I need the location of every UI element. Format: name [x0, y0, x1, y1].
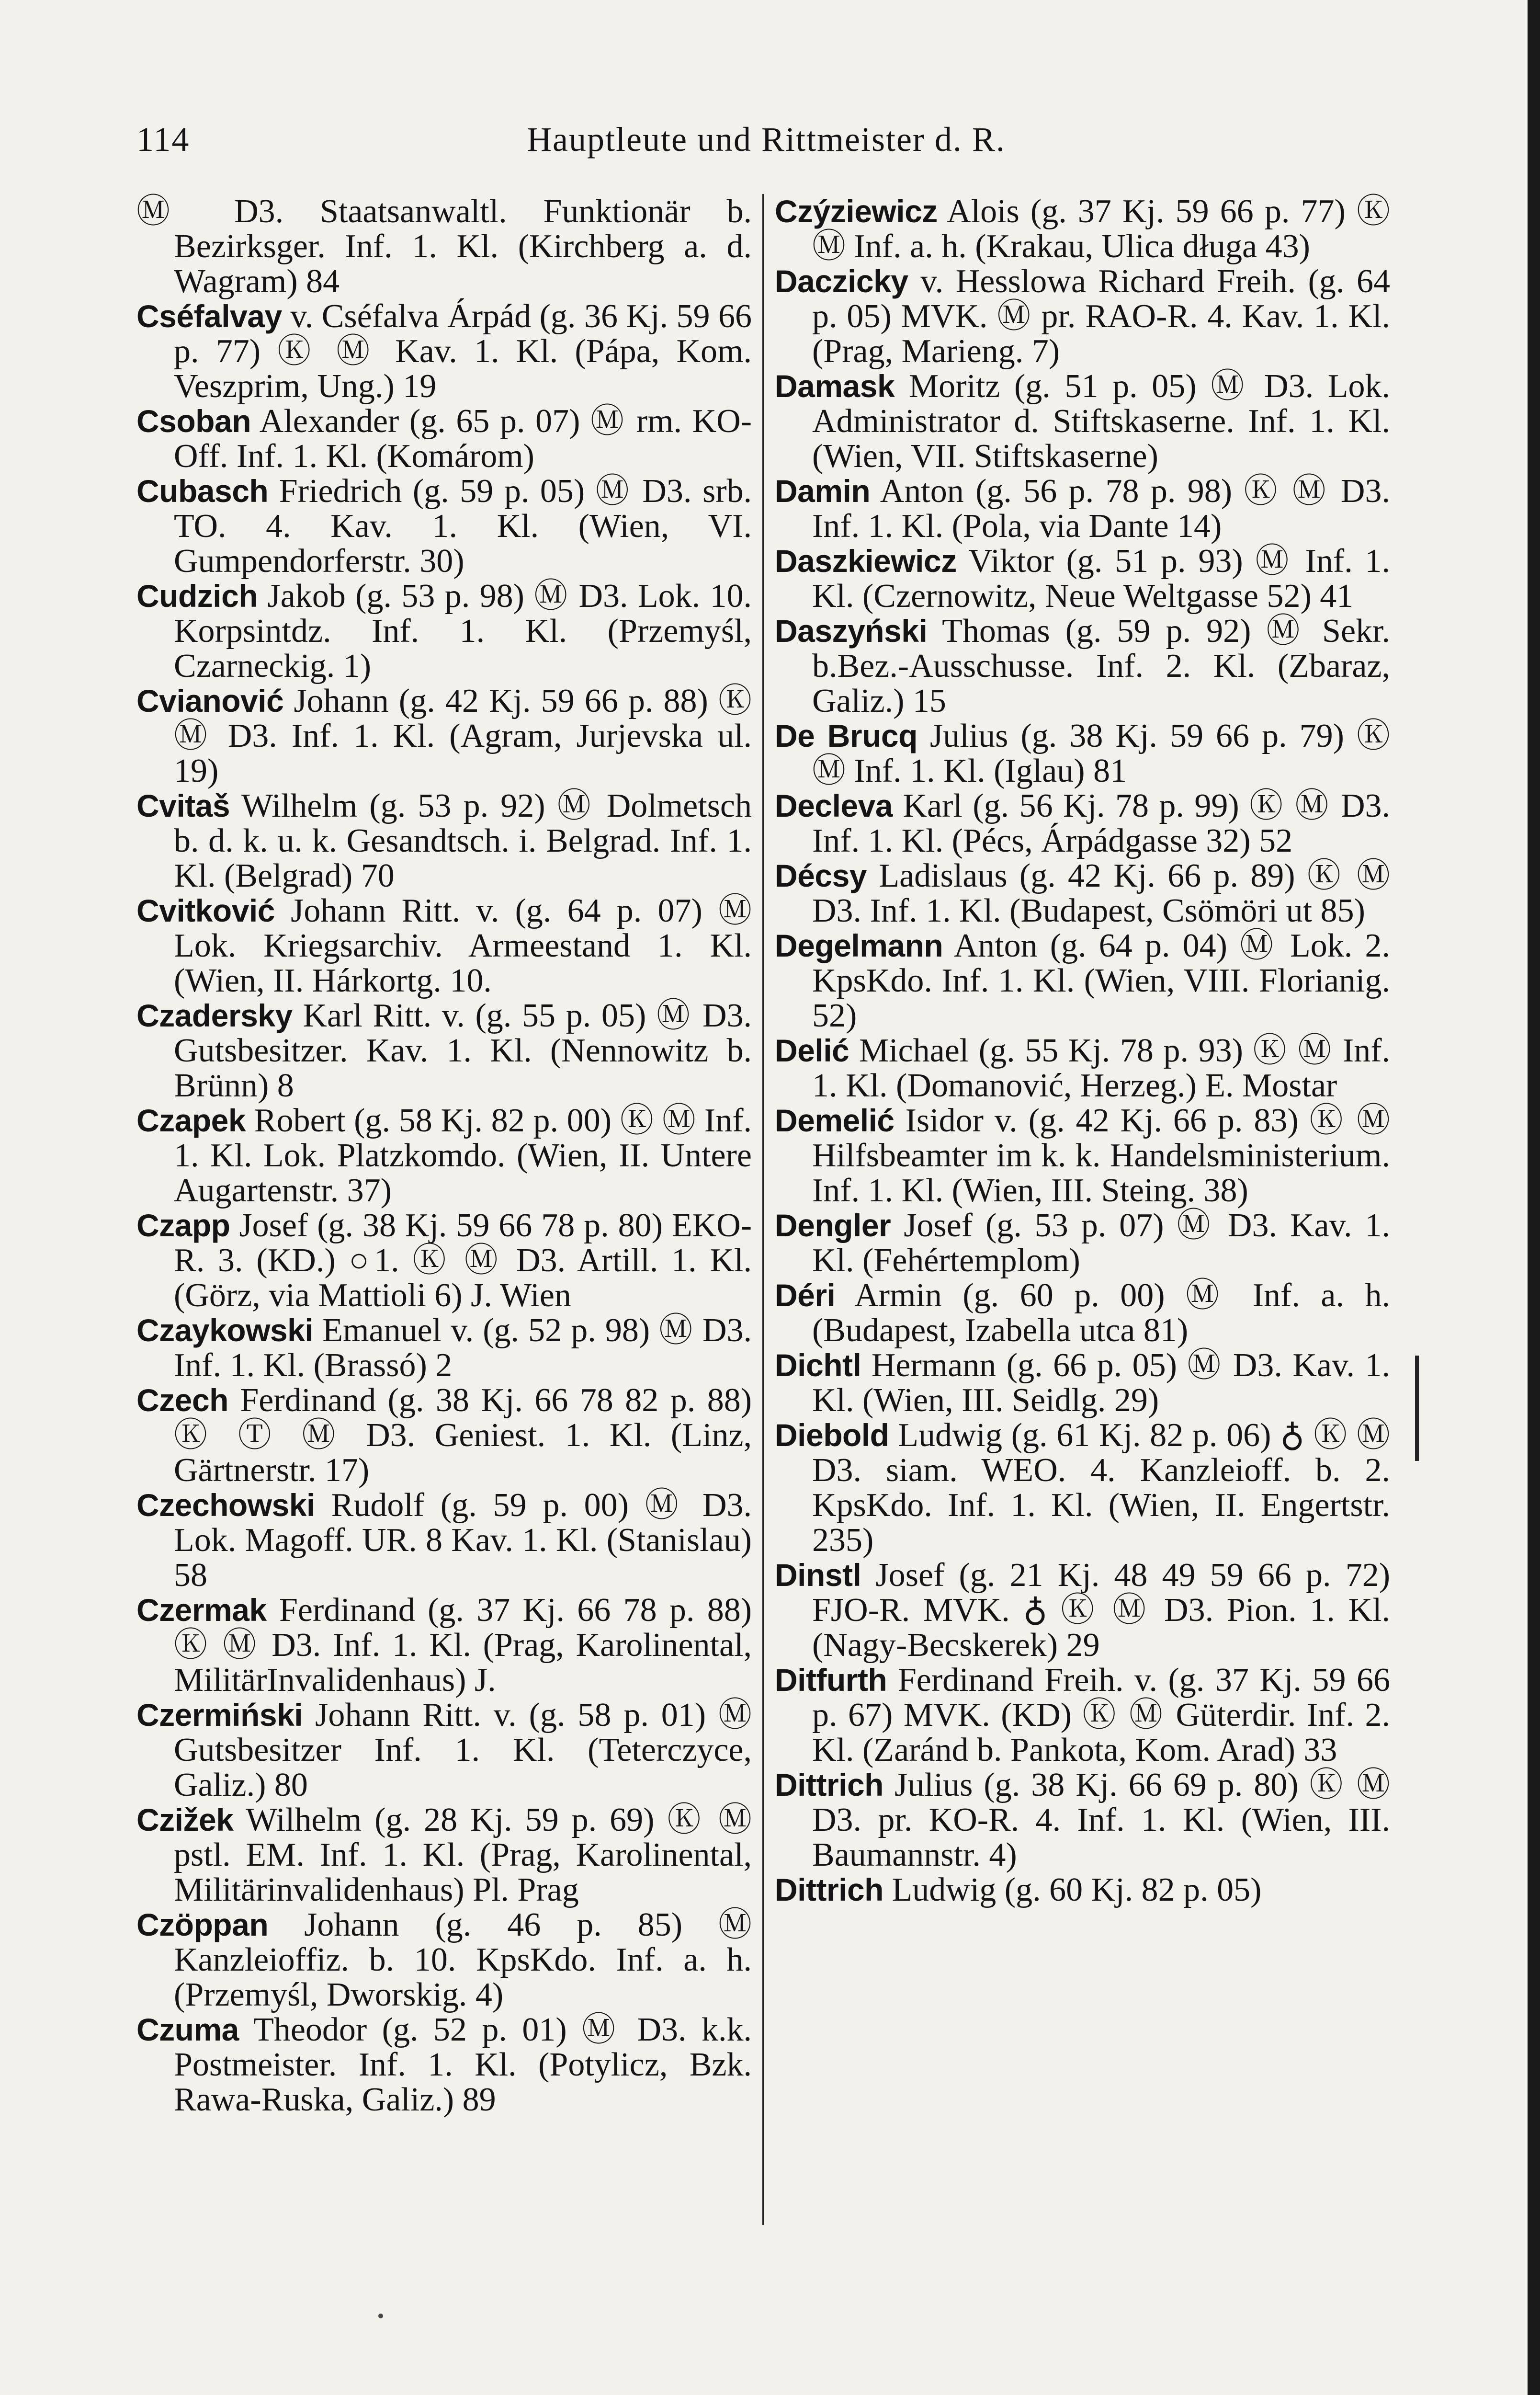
entry-details: v. Cséfalva Árpád (g. 36 Kj. 59 66 p. 77) Ⓚ Ⓜ Kav. 1. Kl. (Pápa, Kom. Veszprim, Ung.) 19: [174, 298, 752, 405]
directory-entry: [136, 474, 752, 579]
entry-surname: Cubasch: [136, 473, 269, 509]
directory-entry: [136, 299, 752, 404]
running-title: Hauptleute und Rittmeister d. R.: [527, 120, 1006, 159]
directory-entry: [775, 369, 1390, 474]
entry-details: Karl (g. 56 Kj. 78 p. 99) Ⓚ Ⓜ D3. Inf. 1. Kl. (Pécs, Árpádgasse 32) 52: [812, 787, 1390, 859]
entry-surname: Dichtl: [775, 1347, 861, 1383]
entry-details: Friedrich (g. 59 p. 05) Ⓜ D3. srb. TO. 4. Kav. 1. Kl. (Wien, VI. Gumpendorferstr. 30): [174, 473, 752, 580]
directory-entry: [775, 788, 1390, 858]
directory-entry: [136, 579, 752, 684]
directory-entry: [775, 1103, 1390, 1208]
entry-details: Johann Ritt. v. (g. 58 p. 01) Ⓜ Gutsbesitzer Inf. 1. Kl. (Teterczyce, Galiz.) 80: [174, 1697, 752, 1803]
entry-details: Hermann (g. 66 p. 05) Ⓜ D3. Kav. 1. Kl. (Wien, III. Seidlg. 29): [812, 1347, 1390, 1419]
directory-entry: [775, 1663, 1390, 1768]
entry-details: Wilhelm (g. 53 p. 92) Ⓜ Dolmetsch b. d. k. u. k. Gesandtsch. i. Belgrad. Inf. 1. Kl. (Belgrad) 70: [174, 787, 752, 894]
entry-surname: Demelić: [775, 1103, 895, 1138]
page-edge-shadow: [1528, 0, 1540, 2395]
entry-details: Rudolf (g. 59 p. 00) Ⓜ D3. Lok. Magoff. UR. 8 Kav. 1. Kl. (Stanislau) 58: [174, 1487, 752, 1594]
entry-surname: Daszyński: [775, 613, 928, 649]
entry-surname: Dengler: [775, 1208, 891, 1243]
entry-details: Karl Ritt. v. (g. 55 p. 05) Ⓜ D3. Gutsbesitzer. Kav. 1. Kl. (Nennowitz b. Brünn) 8: [174, 997, 752, 1104]
directory-entry: [136, 1698, 752, 1802]
entry-details: Moritz (g. 51 p. 05) Ⓜ D3. Lok. Administrator d. Stiftskaserne. Inf. 1. Kl. (Wien, VII. Stiftskaserne): [812, 368, 1390, 475]
entry-details: Ludwig (g. 61 Kj. 82 p. 06) ♁ Ⓚ Ⓜ D3. siam. WEO. 4. Kanzleioff. b. 2. KpsKdo. Inf. 1. Kl. (Wien, II. Engertstr. 235): [812, 1417, 1391, 1559]
entry-surname: Degelmann: [775, 928, 943, 963]
entry-surname: Damask: [775, 368, 895, 404]
entry-details: Michael (g. 55 Kj. 78 p. 93) Ⓚ Ⓜ Inf. 1. Kl. (Domanović, Herzeg.) E. Mostar: [812, 1032, 1391, 1104]
entry-details: Jakob (g. 53 p. 98) Ⓜ D3. Lok. 10. Korpsintdz. Inf. 1. Kl. (Przemyśl, Czarneckig. 1): [174, 578, 752, 684]
entry-surname: Dittrich: [775, 1767, 883, 1802]
right-column: [775, 194, 1390, 1907]
entry-surname: Czech: [136, 1382, 228, 1418]
entry-surname: Czadersky: [136, 998, 293, 1033]
directory-entry: [136, 788, 752, 893]
directory-entry: [136, 194, 752, 299]
entry-details: Johann (g. 42 Kj. 59 66 p. 88) Ⓚ Ⓜ D3. Inf. 1. Kl. (Agram, Jurjevska ul. 19): [174, 683, 752, 789]
directory-entry: [775, 194, 1390, 264]
directory-entry: [775, 264, 1390, 369]
entry-surname: Daczicky: [775, 263, 908, 299]
entry-details: Johann Ritt. v. (g. 64 p. 07) Ⓜ Lok. Kriegsarchiv. Armeestand 1. Kl. (Wien, II. Hárkortg. 10.: [174, 892, 752, 999]
entry-surname: Decleva: [775, 788, 893, 823]
directory-entry: [136, 1802, 752, 1907]
directory-entry: [775, 1558, 1390, 1663]
entry-surname: Dinstl: [775, 1557, 861, 1593]
entry-surname: Cvitković: [136, 893, 275, 928]
entry-surname: Czermak: [136, 1592, 267, 1628]
entry-surname: Czižek: [136, 1802, 234, 1837]
entry-details: v. Hesslowa Richard Freih. (g. 64 p. 05) MVK. Ⓜ pr. RAO-R. 4. Kav. 1. Kl. (Prag, Marieng. 7): [812, 263, 1390, 370]
directory-entry: [136, 684, 752, 788]
directory-entry: [775, 928, 1390, 1033]
entry-details: Armin (g. 60 p. 00) Ⓜ Inf. a. h. (Budapest, Izabella utca 81): [812, 1277, 1390, 1349]
directory-entry: [136, 1208, 752, 1313]
entry-surname: Czapp: [136, 1208, 230, 1243]
page-number: 114: [136, 120, 190, 159]
entry-surname: Czaykowski: [136, 1312, 314, 1348]
entry-surname: Csoban: [136, 403, 251, 439]
directory-entry: [136, 1103, 752, 1208]
directory-entry: [775, 1033, 1390, 1103]
directory-entry: [136, 1383, 752, 1488]
entry-surname: Décsy: [775, 858, 867, 893]
entry-details: Josef (g. 38 Kj. 59 66 78 p. 80) EKO-R. 3. (KD.) ○1. Ⓚ Ⓜ D3. Artill. 1. Kl. (Görz, via Mattioli 6) J. Wien: [174, 1207, 752, 1314]
entry-details: Josef (g. 21 Kj. 48 49 59 66 p. 72) FJO-R. MVK. ♁ Ⓚ Ⓜ D3. Pion. 1. Kl. (Nagy-Becskerek) 29: [812, 1557, 1391, 1664]
entry-details: Julius (g. 38 Kj. 59 66 p. 79) Ⓚ Ⓜ Inf. 1. Kl. (Iglau) 81: [812, 718, 1391, 789]
directory-entry: [775, 1418, 1390, 1558]
entry-details: Isidor v. (g. 42 Kj. 66 p. 83) Ⓚ Ⓜ Hilfsbeamter im k. k. Handelsministerium. Inf. 1. Kl. (Wien, III. Steing. 38): [812, 1102, 1390, 1209]
entry-details: Johann (g. 46 p. 85) Ⓜ Kanzleioffiz. b. 10. KpsKdo. Inf. a. h. (Przemyśl, Dworskig. 4): [174, 1906, 752, 2013]
entry-surname: Daszkiewicz: [775, 543, 957, 579]
entry-details: Robert (g. 58 Kj. 82 p. 00) Ⓚ Ⓜ Inf. 1. Kl. Lok. Platzkomdo. (Wien, II. Untere Augartenstr. 37): [174, 1102, 752, 1209]
directory-entry: [136, 1488, 752, 1593]
directory-entry: [775, 474, 1390, 544]
directory-entry: [775, 1872, 1390, 1907]
entry-details: Ferdinand Freih. v. (g. 37 Kj. 59 66 p. 67) MVK. (KD) Ⓚ Ⓜ Güterdir. Inf. 2. Kl. (Zaránd b. Pankota, Kom. Arad) 33: [812, 1662, 1390, 1768]
entry-surname: Dittrich: [775, 1872, 883, 1907]
entry-surname: De Brucq: [775, 718, 917, 753]
directory-entry: [136, 2012, 752, 2117]
directory-entry: [136, 1313, 752, 1383]
margin-mark: [1415, 1356, 1419, 1461]
directory-entry: [775, 1208, 1390, 1278]
directory-entry: [136, 1593, 752, 1698]
entry-details: Viktor (g. 51 p. 93) Ⓜ Inf. 1. Kl. (Czernowitz, Neue Weltgasse 52) 41: [812, 543, 1390, 615]
ink-speck: [378, 2314, 383, 2318]
directory-entry: [775, 1348, 1390, 1418]
entry-details: Alexander (g. 65 p. 07) Ⓜ rm. KO-Off. Inf. 1. Kl. (Komárom): [174, 403, 752, 475]
entry-surname: Czöppan: [136, 1907, 269, 1942]
entry-details: Anton (g. 64 p. 04) Ⓜ Lok. 2. KpsKdo. Inf. 1. Kl. (Wien, VIII. Florianig. 52): [812, 927, 1391, 1034]
entry-surname: Cvitaš: [136, 788, 230, 823]
directory-entry: [775, 718, 1390, 788]
entry-details: Ferdinand (g. 37 Kj. 66 78 p. 88) Ⓚ Ⓜ D3. Inf. 1. Kl. (Prag, Karolinental, MilitärInvalidenhaus) J.: [174, 1592, 752, 1699]
entry-surname: Czapek: [136, 1103, 246, 1138]
directory-entry: [775, 614, 1390, 718]
entry-details: Alois (g. 37 Kj. 59 66 p. 77) Ⓚ Ⓜ Inf. a. h. (Krakau, Ulica długa 43): [812, 193, 1390, 265]
entry-details: Josef (g. 53 p. 07) Ⓜ D3. Kav. 1. Kl. (Fehértemplom): [812, 1207, 1390, 1279]
entry-details: Theodor (g. 52 p. 01) Ⓜ D3. k.k. Postmeister. Inf. 1. Kl. (Potylicz, Bzk. Rawa-Ruska, Galiz.) 89: [174, 2011, 752, 2118]
entry-surname: Diebold: [775, 1417, 889, 1453]
column-divider: [762, 194, 764, 2225]
entry-surname: Czýziewicz: [775, 194, 938, 229]
directory-entry: [775, 1768, 1390, 1872]
entry-details: Anton (g. 56 p. 78 p. 98) Ⓚ Ⓜ D3. Inf. 1. Kl. (Pola, via Dante 14): [812, 473, 1390, 545]
directory-entry: [136, 893, 752, 998]
entry-surname: Czuma: [136, 2012, 239, 2047]
entry-details: Ferdinand (g. 38 Kj. 66 78 82 p. 88) Ⓚ Ⓣ Ⓜ D3. Geniest. 1. Kl. (Linz, Gärtnerstr. 17): [174, 1382, 752, 1489]
entry-surname: Cvianović: [136, 683, 284, 718]
entry-details: Ludwig (g. 60 Kj. 82 p. 05): [892, 1871, 1262, 1908]
directory-entry: [136, 1907, 752, 2012]
entry-details: Julius (g. 38 Kj. 66 69 p. 80) Ⓚ Ⓜ D3. pr. KO-R. 4. Inf. 1. Kl. (Wien, III. Baumannstr. 4): [812, 1767, 1390, 1873]
entry-surname: Cséfalvay: [136, 298, 282, 334]
entry-details: Ⓜ D3. Staatsanwaltl. Funktionär b. Bezirksger. Inf. 1. Kl. (Kirchberg a. d. Wagram) 84: [136, 193, 752, 300]
entry-surname: Czechowski: [136, 1487, 315, 1523]
directory-entry: [775, 544, 1390, 614]
entry-details: Thomas (g. 59 p. 92) Ⓜ Sekr. b.Bez.-Ausschusse. Inf. 2. Kl. (Zbaraz, Galiz.) 15: [812, 613, 1390, 719]
directory-entry: [775, 858, 1390, 928]
entry-details: Ladislaus (g. 42 Kj. 66 p. 89) Ⓚ Ⓜ D3. Inf. 1. Kl. (Budapest, Csömöri ut 85): [812, 857, 1390, 929]
directory-entry: [136, 998, 752, 1103]
directory-entry: [775, 1278, 1390, 1348]
entry-surname: Czermiński: [136, 1697, 303, 1733]
left-column: [136, 194, 752, 2117]
page-header: [136, 120, 1396, 172]
entry-surname: Delić: [775, 1033, 849, 1068]
entry-details: Wilhelm (g. 28 Kj. 59 p. 69) Ⓚ Ⓜ pstl. EM. Inf. 1. Kl. (Prag, Karolinental, Militärinvalidenhaus) Pl. Prag: [174, 1802, 752, 1908]
directory-entry: [136, 404, 752, 474]
entry-surname: Ditfurth: [775, 1662, 887, 1698]
entry-surname: Cudzich: [136, 578, 258, 614]
entry-surname: Déri: [775, 1277, 836, 1313]
entry-surname: Damin: [775, 473, 871, 509]
entry-details: Emanuel v. (g. 52 p. 98) Ⓜ D3. Inf. 1. Kl. (Brassó) 2: [174, 1312, 752, 1384]
